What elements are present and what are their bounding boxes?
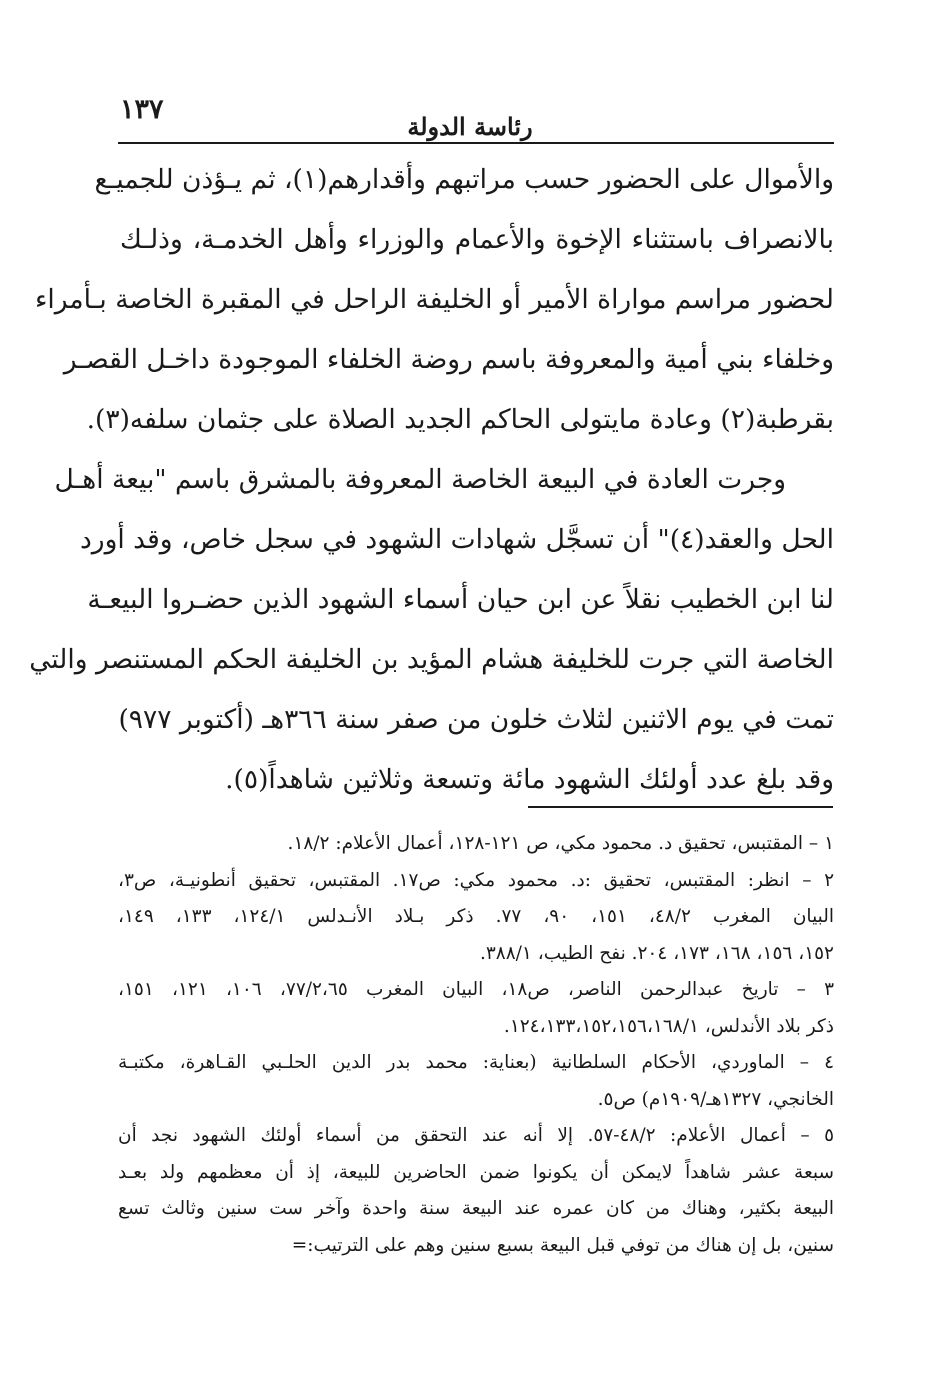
footnote-line: ٢ – انظر: المقتبس، تحقيق :د. محمود مكي: ص١٧. المقتبس، تحقيق أنطونيـة، ص٣، [118,869,834,891]
footnote-line: سنين، بل إن هناك من توفي قبل البيعة بسبع سنين وهم على الترتيب:= [291,1234,834,1256]
body-line: بقرطبة(٢) وعادة مايتولى الحاكم الجديد الصلاة على جثمان سلفه(٣). [86,404,834,435]
header-rule [118,142,834,144]
footnotes [118,826,834,1264]
footnote-line: البيان المغرب ٤٨/٢، ١٥١، ٩٠، ٧٧. ذكر بـلاد الأنـدلس ١٢٤/١، ١٣٣، ١٤٩، [118,906,835,927]
body-line: تمت في يوم الاثنين لثلاث خلون من صفر سنة ٣٦٦هـ (أكتوبر ٩٧٧) [118,704,834,735]
footnote-line: الخانجي، ١٣٢٧هـ/١٩٠٩م) ص٥. [597,1088,834,1110]
body-line: وقد بلغ عدد أولئك الشهود مائة وتسعة وثلاثين شاهداً(٥). [225,764,834,795]
page-number: ١٣٧ [120,94,164,125]
footnote-line: سبعة عشر شاهداً لايمكن أن يكونوا ضمن الحاضرين للبيعة، إذ أن معظمهم ولد بعـد [118,1161,834,1183]
footnote-line: ٣ – تاريخ عبدالرحمن الناصر، ص١٨، البيان المغرب ٧٧/٢،٦٥، ١٠٦، ١٢١، ١٥١، [118,979,834,1000]
body-line: بالانصراف باستثناء الإخوة والأعمام والوزراء وأهل الخدمـة، وذلـك [120,224,834,255]
body-line: وخلفاء بني أمية والمعروفة باسم روضة الخلفاء الموجودة داخـل القصـر [63,344,834,375]
body-line: الحل والعقد(٤)" أن تسجَّل شهادات الشهود في سجل خاص، وقد أورد [79,524,834,555]
body-line: الخاصة التي جرت للخليفة هشام المؤيد بن الخليفة الحكم المستنصر والتي [29,644,834,675]
body-text [29,150,834,810]
footnote-line: ٤ – الماوردي، الأحكام السلطانية (بعناية: محمد بدر الدين الحلـبي القـاهرة، مكتبـة [118,1052,834,1073]
running-title: رئاسة الدولة [407,112,533,141]
footnote-line: ٥ – أعمال الأعلام: ٤٨/٢-٥٧. إلا أنه عند التحقق من أسماء أولئك الشهود نجد أن [118,1125,834,1146]
footnote-line: ذكر بلاد الأندلس، ١٢٤،١٣٣،١٥٢،١٥٦،١٦٨/١. [503,1015,834,1037]
body-line: وجرت العادة في البيعة الخاصة المعروفة بالمشرق باسم "بيعة أهـل [54,464,786,495]
footnote-line: البيعة بكثير، وهناك من كان عمره عند البيعة سنة واحدة وآخر ست سنين وثالث تسع [118,1198,834,1219]
footnote-line: ١٥٢، ١٥٦، ١٦٨، ١٧٣، ٢٠٤. نفح الطيب، ٣٨٨/١. [479,942,834,964]
footnote-separator [528,806,833,808]
body-line: لحضور مراسم مواراة الأمير أو الخليفة الراحل في المقبرة الخاصة بـأمراء [34,284,834,315]
footnote-line: ١ – المقتبس، تحقيق د. محمود مكي، ص ١٢١-١٢٨، أعمال الأعلام: ١٨/٢. [287,833,834,854]
body-line: والأموال على الحضور حسب مراتبهم وأقدارهم(١)، ثم يـؤذن للجميـع [94,164,834,195]
body-line: لنا ابن الخطيب نقلاً عن ابن حيان أسماء الشهود الذين حضـروا البيعـة [87,584,834,615]
